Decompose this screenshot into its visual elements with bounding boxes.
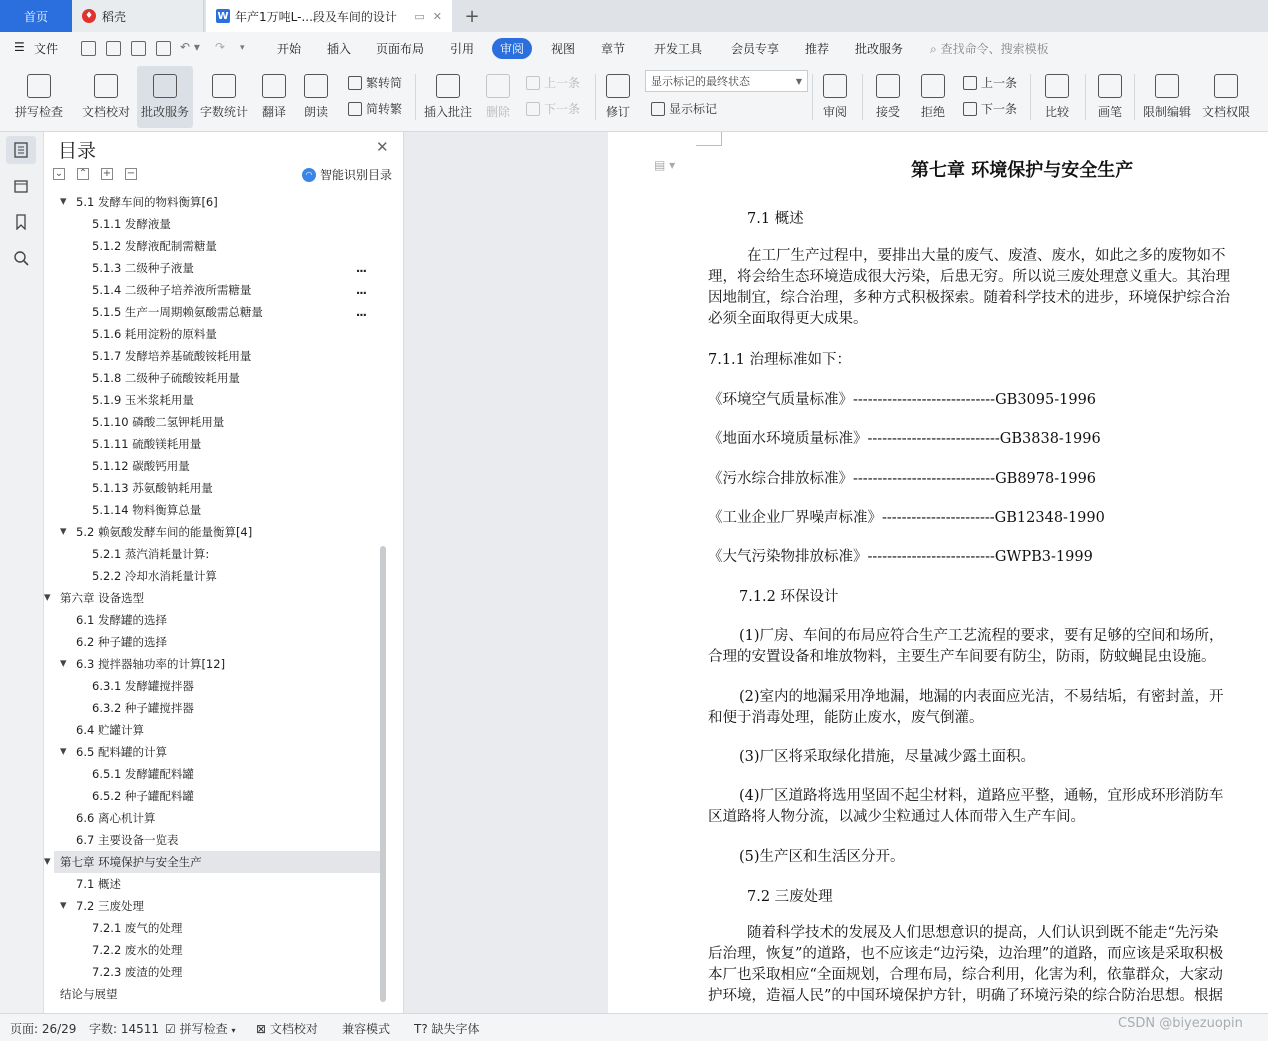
chevron-down-icon[interactable]: ▾	[44, 854, 51, 869]
toc-item-label: 6.3.2 种子罐搅拌器	[92, 701, 194, 715]
doc-proof-icon	[94, 74, 118, 98]
standard-line: 《污水综合排放标准》-----------------------------GB8978-1996	[708, 471, 1097, 487]
paragraph-line: (2)室内的地漏采用净地漏，地漏的内表面应光洁，不易结垢，有密封盖，开	[739, 689, 1224, 705]
next-comment-icon	[526, 102, 540, 116]
to-traditional-button[interactable]	[348, 74, 402, 91]
toc-item-label: 5.1.11 硫酸镁耗用量	[92, 437, 202, 451]
more-icon[interactable]: ...	[355, 261, 366, 275]
expand-all-icon[interactable]: ⌃	[78, 168, 88, 179]
toc-item[interactable]	[54, 499, 380, 521]
translate-button[interactable]	[255, 66, 293, 128]
toc-item-label: 5.1.5 生产一周期赖氨酸需总糖量	[92, 305, 263, 319]
to-traditional-label: 繁转简	[366, 76, 403, 90]
subsection-heading: 7.1.1 治理标准如下：	[708, 352, 852, 368]
to-simplified-button[interactable]	[348, 100, 402, 117]
chevron-down-icon[interactable]: ▾	[44, 590, 51, 605]
next-comment-label: 下一条	[544, 102, 581, 116]
toc-item[interactable]	[54, 873, 380, 895]
traditional-icon	[348, 76, 362, 90]
menu-review-service[interactable]: 批改服务	[855, 42, 904, 56]
toc-item-label: 5.1.10 磷酸二氢钾耗用量	[92, 415, 225, 429]
page-indicator[interactable]: 页面: 26/29	[10, 1022, 77, 1036]
next-change-label: 下一条	[981, 102, 1018, 116]
save-icon[interactable]	[81, 41, 96, 56]
toc-item[interactable]	[54, 829, 380, 851]
toc-item[interactable]	[54, 983, 380, 1005]
show-markup-icon	[651, 102, 665, 116]
standard-line: 《环境空气质量标准》-----------------------------GB3095-1996	[708, 392, 1097, 408]
toc-item-label: 6.5 配料罐的计算	[76, 745, 167, 759]
paragraph-line: 护环境，造福人民”的中国环境保护方针，明确了环境污染的综合防治思想。根据	[708, 988, 1223, 1004]
toc-item-label: 7.2.1 废气的处理	[92, 921, 183, 935]
toc-item-label: 7.1 概述	[76, 877, 121, 891]
menu-review[interactable]: 审阅	[492, 38, 532, 59]
prev-comment-icon	[526, 76, 540, 90]
doc-permission-icon	[1214, 74, 1238, 98]
menu-recommend[interactable]: 推荐	[805, 42, 830, 56]
paragraph-line: 区道路将人物分流，以减少尘粒通过人体而带入生产车间。	[708, 809, 1085, 825]
toc-item[interactable]	[54, 213, 380, 235]
doc-permission-label: 文档权限	[1201, 105, 1250, 119]
accept-button[interactable]	[869, 66, 907, 128]
menu-layout[interactable]: 页面布局	[376, 42, 425, 56]
pen-button[interactable]	[1092, 66, 1128, 128]
toc-item-label: 6.5.2 种子罐配料罐	[92, 789, 194, 803]
pen-icon	[1098, 74, 1122, 98]
smart-toc-button[interactable]	[302, 166, 392, 183]
toc-item[interactable]	[54, 543, 380, 565]
toc-item-label: 5.1.4 二级种子培养液所需糖量	[92, 283, 252, 297]
add-heading-icon[interactable]: +	[102, 168, 112, 179]
toc-item-label: 6.1 发酵罐的选择	[76, 613, 167, 627]
collapse-all-icon[interactable]: ⌄	[54, 168, 64, 179]
comment-icon	[436, 74, 460, 98]
ribbon	[0, 66, 1268, 132]
paragraph-line: 必须全面取得更大成果。	[708, 311, 868, 327]
tab-home[interactable]	[0, 0, 72, 32]
delete-comment-button[interactable]	[480, 66, 516, 128]
review-service-label: 批改服务	[140, 105, 189, 119]
status-spell-label: 拼写检查	[179, 1022, 228, 1036]
compat-mode: 兼容模式	[342, 1022, 391, 1036]
restrict-edit-label: 限制编辑	[1142, 105, 1191, 119]
toc-item[interactable]	[54, 257, 380, 279]
chevron-down-icon[interactable]: ▾	[60, 194, 67, 209]
accept-label: 接受	[875, 105, 900, 119]
toc-item-label: 6.3.1 发酵罐搅拌器	[92, 679, 194, 693]
tab-doke-label: 稻壳	[102, 9, 127, 24]
toc-item[interactable]	[54, 807, 380, 829]
chevron-down-icon[interactable]: ▾	[60, 524, 67, 539]
paragraph-line: 和便于消毒处理，能防止废水，废气倒灌。	[708, 710, 984, 726]
screen-icon[interactable]: ▭	[414, 9, 425, 23]
menu-bar	[0, 32, 1268, 66]
show-markup-label: 显示标记	[669, 102, 718, 116]
review-pane-icon	[823, 74, 847, 98]
prev-change-label: 上一条	[981, 76, 1018, 90]
tab-doke[interactable]	[72, 0, 204, 32]
toc-item-label: 6.7 主要设备一览表	[76, 833, 179, 847]
font-icon: T?	[414, 1022, 428, 1036]
toc-item-label: 6.5.1 发酵罐配料罐	[92, 767, 194, 781]
spell-check-button[interactable]	[8, 66, 70, 128]
menu-member[interactable]: 会员专享	[731, 42, 780, 56]
toc-item[interactable]	[54, 719, 380, 741]
toc-panel	[44, 132, 404, 1013]
toc-item[interactable]	[54, 939, 380, 961]
menu-developer[interactable]: 开发工具	[654, 42, 703, 56]
menu-chapter[interactable]: 章节	[601, 42, 626, 56]
tab-home-label: 首页	[23, 9, 48, 24]
watermark: CSDN @biyezuopin	[1118, 1016, 1243, 1031]
toc-item-label: 5.1.12 碳酸钙用量	[92, 459, 190, 473]
paragraph-line: 后治理，恢复”的道路，也不应该走“边污染，边治理”的道路，而应该是采取积极	[708, 946, 1224, 962]
track-changes-label: 修订	[605, 105, 630, 119]
paragraph-line: 本厂也采取相应“全面规划，合理布局，综合利用，化害为利，依靠群众，大家动	[708, 967, 1223, 983]
toc-item[interactable]	[54, 565, 380, 587]
toc-item[interactable]	[54, 279, 380, 301]
prev-comment-button[interactable]	[526, 74, 580, 91]
paragraph-line: 因地制宜，综合治理，多种方式积极探索。随着科学技术的进步，环境保护综合治	[708, 290, 1230, 306]
quick-access-more-icon[interactable]: ▾	[240, 43, 245, 53]
undo-icon[interactable]: ↶ ▾	[180, 40, 200, 54]
check-box-icon: ☑	[165, 1022, 176, 1036]
page-options-icon[interactable]: ▤ ▾	[654, 158, 676, 172]
doc-proof-label: 文档校对	[81, 105, 130, 119]
lock-doc-icon	[1155, 74, 1179, 98]
show-markup-button[interactable]	[651, 100, 717, 117]
ai-icon: ◠	[302, 168, 316, 182]
subsection-heading: 7.1.2 环保设计	[739, 589, 839, 605]
insert-comment-button[interactable]	[422, 66, 474, 128]
toc-item[interactable]	[54, 609, 380, 631]
search-icon: ⌕	[930, 42, 937, 56]
missing-font[interactable]	[414, 1020, 480, 1037]
insert-comment-label: 插入批注	[423, 105, 472, 119]
restrict-edit-button[interactable]	[1140, 66, 1194, 128]
paragraph-line: (5)生产区和生活区分开。	[739, 849, 905, 865]
simplified-icon	[348, 102, 362, 116]
accept-icon	[876, 74, 900, 98]
read-aloud-icon	[304, 74, 328, 98]
word-count-label: 字数统计	[199, 105, 248, 119]
ribbon-divider	[415, 74, 416, 120]
standard-line: 《工业企业厂界噪声标准》-----------------------GB12348-1990	[708, 510, 1105, 526]
next-change-icon	[963, 102, 977, 116]
tab-document[interactable]	[206, 0, 452, 32]
status-spell-check[interactable]	[165, 1020, 235, 1037]
toc-item-label: 5.1.9 玉米浆耗用量	[92, 393, 194, 407]
proof-icon: ⊠	[256, 1022, 267, 1036]
prev-change-icon	[963, 76, 977, 90]
toc-item-label: 5.1 发酵车间的物料衡算[6]	[76, 195, 218, 209]
toc-item[interactable]	[44, 851, 380, 873]
paragraph-line: 在工厂生产过程中，要排出大量的废气、废渣、废水，如此之多的废物如不	[747, 248, 1226, 264]
ribbon-divider	[1085, 74, 1086, 120]
prev-comment-label: 上一条	[544, 76, 581, 90]
toc-item[interactable]	[54, 345, 380, 367]
menu-view[interactable]: 视图	[551, 42, 576, 56]
read-aloud-label: 朗读	[303, 105, 328, 119]
toc-item[interactable]	[44, 587, 380, 609]
close-icon[interactable]: ✕	[376, 138, 389, 156]
toc-item[interactable]	[54, 433, 380, 455]
tab-document-label: 年产1万吨L-...段及车间的设计	[235, 9, 397, 24]
markup-state-value: 显示标记的最终状态	[651, 75, 750, 88]
compare-label: 比较	[1044, 105, 1069, 119]
compare-button[interactable]	[1037, 66, 1077, 128]
menu-file[interactable]: 文件	[34, 42, 59, 56]
document-page[interactable]	[608, 132, 1268, 1013]
review-service-icon	[153, 74, 177, 98]
reject-icon	[921, 74, 945, 98]
toc-item-label: 5.2.1 蒸汽消耗量计算:	[92, 547, 210, 561]
toc-item[interactable]	[54, 477, 380, 499]
toc-icon[interactable]	[6, 136, 36, 164]
doc-proof-button[interactable]	[78, 66, 134, 128]
toc-item[interactable]	[54, 455, 380, 477]
spell-check-label: 拼写检查	[14, 105, 63, 119]
toc-item-label: 5.1.8 二级种子硫酸铵耗用量	[92, 371, 240, 385]
status-bar	[0, 1013, 1268, 1041]
redo-icon[interactable]: ↷	[215, 40, 226, 54]
next-comment-button[interactable]	[526, 100, 580, 117]
review-pane-label: 审阅	[822, 105, 847, 119]
chevron-down-icon[interactable]: ▾	[60, 656, 67, 671]
track-changes-icon	[606, 74, 630, 98]
standard-line: 《大气污染物排放标准》--------------------------GWPB3-1999	[708, 549, 1093, 565]
close-tab-icon[interactable]: ✕	[432, 9, 442, 23]
delete-comment-icon	[486, 74, 510, 98]
toc-item[interactable]	[54, 389, 380, 411]
toc-item[interactable]	[54, 895, 380, 917]
missing-font-label: 缺失字体	[431, 1022, 480, 1036]
toc-scrollbar[interactable]	[380, 546, 386, 1002]
toc-item[interactable]	[54, 697, 380, 719]
word-count-icon	[212, 74, 236, 98]
toc-item[interactable]	[54, 521, 380, 543]
toc-item[interactable]	[54, 763, 380, 785]
toc-item[interactable]	[54, 785, 380, 807]
paragraph-line: (4)厂区道路将选用坚固不起尘材料，道路应平整，通畅，宜形成环形消防车	[739, 788, 1224, 804]
bookmark-icon[interactable]	[11, 212, 31, 232]
toc-item-label: 5.1.14 物料衡算总量	[92, 503, 202, 517]
paragraph-line: 合理的安置设备和堆放物料，主要生产车间要有防尘，防雨，防蚊蝇昆虫设施。	[708, 649, 1216, 665]
toc-item-label: 5.1.2 发酵液配制需糖量	[92, 239, 217, 253]
review-pane-button[interactable]	[816, 66, 854, 128]
menu-start[interactable]: 开始	[277, 42, 302, 56]
paragraph-line: 随着科学技术的发展及人们思想意识的提高，人们认识到既不能走“先污染	[747, 925, 1219, 941]
markup-state-select[interactable]	[645, 70, 808, 92]
toc-item[interactable]	[54, 917, 380, 939]
read-aloud-button[interactable]	[298, 66, 334, 128]
toc-item-label: 7.2.3 废渣的处理	[92, 965, 183, 979]
toc-item-label: 5.1.1 发酵液量	[92, 217, 171, 231]
doke-logo-icon: ♦	[82, 9, 96, 23]
toc-item[interactable]	[54, 631, 380, 653]
toc-item-label: 第六章 设备选型	[60, 591, 145, 605]
word-count-indicator[interactable]: 字数: 14511	[89, 1022, 160, 1036]
toc-item-label: 7.2 三废处理	[76, 899, 144, 913]
section-heading: 7.1 概述	[747, 211, 804, 227]
menu-insert[interactable]: 插入	[327, 42, 352, 56]
find-icon[interactable]	[11, 248, 31, 268]
toc-item-label: 6.4 贮罐计算	[76, 723, 144, 737]
new-tab-button[interactable]	[458, 0, 486, 32]
tab-bar	[0, 0, 1268, 32]
remove-heading-icon[interactable]: −	[126, 168, 136, 179]
reject-button[interactable]	[914, 66, 952, 128]
word-count-button[interactable]	[197, 66, 251, 128]
chevron-down-icon: ▾	[231, 1026, 236, 1035]
new-tab-label: +	[464, 5, 480, 27]
next-change-button[interactable]	[963, 100, 1017, 117]
toc-item[interactable]	[54, 235, 380, 257]
ribbon-divider	[862, 74, 863, 120]
menu-reference[interactable]: 引用	[450, 42, 475, 56]
pen-label: 画笔	[1097, 105, 1122, 119]
ribbon-divider	[1030, 74, 1031, 120]
chevron-down-icon[interactable]: ▾	[60, 744, 67, 759]
translate-icon	[262, 74, 286, 98]
toc-item[interactable]	[54, 675, 380, 697]
section-heading: 7.2 三废处理	[747, 889, 833, 905]
toc-item-label: 5.2.2 冷却水消耗量计算	[92, 569, 217, 583]
toc-title: 目录	[58, 140, 97, 162]
toc-item-label: 结论与展望	[60, 987, 118, 1001]
more-icon[interactable]: ...	[355, 305, 366, 319]
reject-label: 拒绝	[920, 105, 945, 119]
more-icon[interactable]: ...	[355, 283, 366, 297]
toc-item-label: 5.1.3 二级种子液量	[92, 261, 194, 275]
writer-logo-icon: W	[217, 10, 229, 22]
smart-toc-label: 智能识别目录	[320, 168, 393, 182]
nav-icon-strip	[0, 132, 44, 1013]
paragraph-line: 理，将会给生态环境造成很大污染，后患无穷。所以说三废处理意义重大。其治理	[708, 269, 1230, 285]
toc-item-label: 7.2.2 废水的处理	[92, 943, 183, 957]
preview-icon[interactable]	[156, 41, 171, 56]
toc-item-label: 6.6 离心机计算	[76, 811, 156, 825]
delete-comment-label: 删除	[485, 105, 510, 119]
status-proof-label: 文档校对	[269, 1022, 318, 1036]
hamburger-icon[interactable]: ☰	[14, 40, 25, 54]
toc-item-label: 5.1.13 苏氨酸钠耗用量	[92, 481, 213, 495]
standard-line: 《地面水环境质量标准》---------------------------GB3838-1996	[708, 431, 1101, 447]
ribbon-divider	[595, 74, 596, 120]
ribbon-divider	[812, 74, 813, 120]
command-search[interactable]	[930, 40, 1049, 57]
toc-item-label: 6.2 种子罐的选择	[76, 635, 167, 649]
chevron-down-icon[interactable]: ▾	[60, 898, 67, 913]
compare-icon	[1045, 74, 1069, 98]
toc-item-label: 6.3 搅拌器轴功率的计算[12]	[76, 657, 226, 671]
export-icon[interactable]	[106, 41, 121, 56]
toc-item[interactable]	[54, 961, 380, 983]
chevron-down-icon: ▼	[795, 76, 802, 86]
track-changes-button[interactable]	[600, 66, 636, 128]
toc-item[interactable]	[54, 301, 380, 323]
translate-label: 翻译	[261, 105, 286, 119]
toc-item[interactable]	[54, 191, 380, 213]
toc-item[interactable]	[54, 741, 380, 763]
toc-item-label: 第七章 环境保护与安全生产	[60, 855, 202, 869]
toc-item[interactable]	[54, 367, 380, 389]
toc-item[interactable]	[54, 323, 380, 345]
print-icon[interactable]	[131, 41, 146, 56]
ribbon-divider	[1134, 74, 1135, 120]
paragraph-line: (3)厂区将采取绿化措施，尽量减少露土面积。	[739, 749, 1036, 765]
paragraph-line: (1)厂房、车间的布局应符合生产工艺流程的要求，要有足够的空间和场所，	[739, 628, 1224, 644]
toc-item-label: 5.2 赖氨酸发酵车间的能量衡算[4]	[76, 525, 253, 539]
page-gutter	[404, 132, 608, 1013]
review-service-button[interactable]	[137, 66, 193, 128]
toc-item-label: 5.1.7 发酵培养基硫酸铵耗用量	[92, 349, 252, 363]
toc-item-label: 5.1.6 耗用淀粉的原料量	[92, 327, 217, 341]
toc-item[interactable]	[54, 411, 380, 433]
status-doc-proof[interactable]	[256, 1020, 318, 1037]
chapter-title: 第七章 环境保护与安全生产	[911, 160, 1134, 181]
command-search-label: 查找命令、搜索模板	[940, 42, 1049, 56]
doc-permission-button[interactable]	[1198, 66, 1254, 128]
to-simplified-label: 简转繁	[366, 102, 403, 116]
margin-corner-mark	[696, 132, 722, 146]
spell-check-icon	[27, 74, 51, 98]
prev-change-button[interactable]	[963, 74, 1017, 91]
toc-item[interactable]	[54, 653, 380, 675]
chapter-nav-icon[interactable]	[11, 176, 31, 196]
